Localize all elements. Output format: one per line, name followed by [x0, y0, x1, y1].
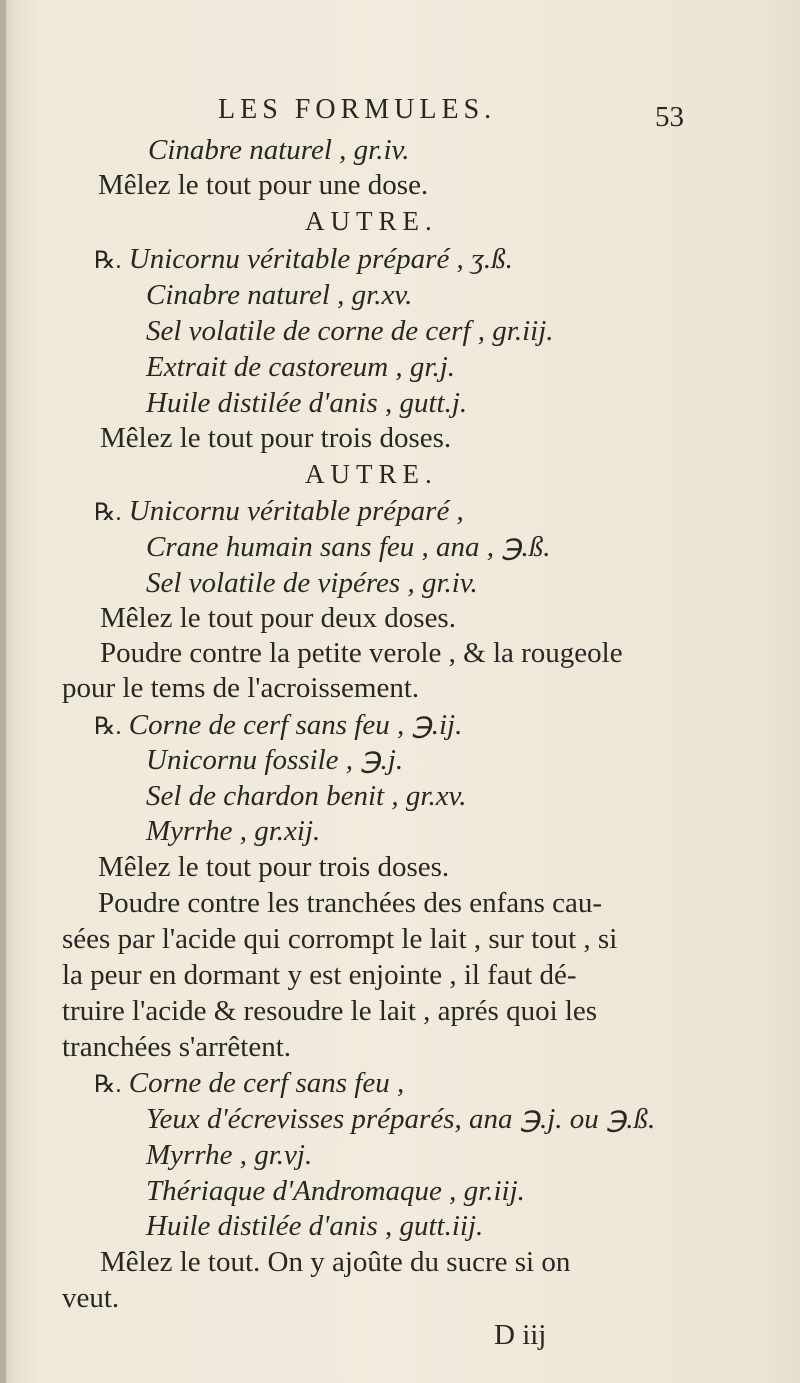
- running-title: LES FORMULES.: [218, 94, 497, 125]
- recipe-symbol: ℞.: [94, 714, 122, 740]
- text-line: Mêlez le tout pour trois doses.: [98, 851, 450, 883]
- text-line: Extrait de castoreum , gr.j.: [146, 351, 456, 383]
- text-line: Yeux d'écrevisses préparés, ana ℈.j. ou ℈.ß.: [146, 1103, 656, 1135]
- recipe-symbol: ℞.: [94, 1072, 122, 1098]
- signature-mark: D iij: [494, 1319, 547, 1351]
- text-line: Mêlez le tout. On y ajoûte du sucre si on: [100, 1246, 571, 1278]
- text-line: [94, 494, 464, 530]
- text-line: Myrrhe , gr.vj.: [146, 1139, 313, 1171]
- text-line: truire l'acide & resoudre le lait , aprés quoi les: [62, 995, 598, 1027]
- text-line: veut.: [62, 1282, 120, 1314]
- text-line: Sel de chardon benit , gr.xv.: [146, 780, 467, 812]
- text-line: Poudre contre la petite verole , & la rougeole: [100, 637, 623, 669]
- text-line: Sel volatile de vipéres , gr.iv.: [146, 567, 478, 599]
- text-line: Huile distilée d'anis , gutt.j.: [146, 387, 468, 419]
- page-number: 53: [655, 101, 684, 133]
- text-line: [94, 708, 462, 744]
- text-line: Crane humain sans feu , ana , ℈.ß.: [146, 531, 551, 563]
- text-line: Sel volatile de corne de cerf , gr.iij.: [146, 315, 554, 347]
- text-line: pour le tems de l'acroissement.: [62, 672, 420, 704]
- text-content: Unicornu véritable préparé ,: [128, 495, 464, 527]
- text-line: la peur en dormant y est enjointe , il faut dé-: [62, 959, 577, 991]
- recipe-symbol: ℞.: [94, 248, 122, 274]
- text-line: Mêlez le tout pour deux doses.: [100, 602, 456, 634]
- text-line: Huile distilée d'anis , gutt.iij.: [146, 1210, 484, 1242]
- text-content: Unicornu véritable préparé , ʒ.ß.: [128, 243, 513, 275]
- section-heading: AUTRE.: [305, 206, 438, 236]
- text-line: Unicornu fossile , ℈.j.: [146, 744, 404, 776]
- text-line: Mêlez le tout pour une dose.: [98, 169, 429, 201]
- text-line: Myrrhe , gr.xij.: [146, 815, 321, 847]
- recipe-symbol: ℞.: [94, 500, 122, 526]
- text-line: tranchées s'arrêtent.: [62, 1031, 292, 1063]
- text-line: Poudre contre les tranchées des enfans cau-: [98, 887, 603, 919]
- text-line: [94, 1066, 404, 1102]
- text-line: [148, 133, 410, 167]
- text-line: Mêlez le tout pour trois doses.: [100, 422, 452, 454]
- text-line: sées par l'acide qui corrompt le lait , sur tout , si: [62, 923, 618, 955]
- section-heading: AUTRE.: [305, 459, 438, 489]
- text-line: Thériaque d'Andromaque , gr.iij.: [146, 1175, 525, 1207]
- text-content: Corne de cerf sans feu ,: [128, 1067, 405, 1099]
- page-spine-shadow: [0, 0, 6, 1383]
- text-line: Cinabre naturel , gr.xv.: [146, 279, 413, 311]
- text-content: Cinabre naturel , gr.iv.: [148, 134, 410, 166]
- text-line: [94, 242, 513, 278]
- text-content: Corne de cerf sans feu , ℈.ij.: [128, 709, 463, 741]
